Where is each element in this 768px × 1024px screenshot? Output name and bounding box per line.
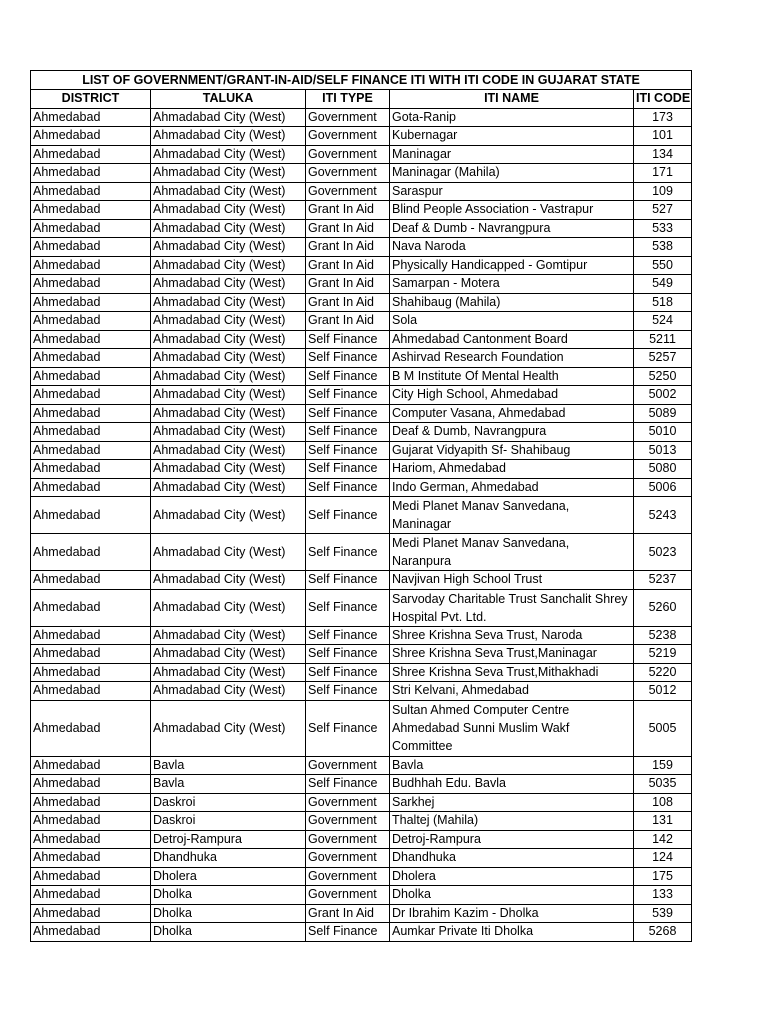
cell-iti-code: 5211	[634, 330, 692, 349]
cell-district: Ahmedabad	[31, 830, 151, 849]
cell-iti-code: 5023	[634, 534, 692, 571]
iti-table	[30, 70, 692, 942]
table-row	[31, 201, 692, 220]
cell-iti-name: Navjivan High School Trust	[390, 571, 634, 590]
cell-iti-type: Self Finance	[306, 534, 390, 571]
cell-iti-type: Self Finance	[306, 700, 390, 756]
cell-iti-type: Government	[306, 849, 390, 868]
cell-iti-type: Grant In Aid	[306, 275, 390, 294]
cell-taluka: Ahmadabad City (West)	[151, 293, 306, 312]
cell-iti-code: 5250	[634, 367, 692, 386]
cell-taluka: Ahmadabad City (West)	[151, 404, 306, 423]
cell-district: Ahmedabad	[31, 497, 151, 534]
cell-iti-type: Self Finance	[306, 923, 390, 942]
cell-taluka: Ahmadabad City (West)	[151, 238, 306, 257]
table-header-row	[31, 90, 692, 109]
header-district: DISTRICT	[31, 90, 151, 109]
cell-iti-type: Government	[306, 793, 390, 812]
cell-taluka: Ahmadabad City (West)	[151, 275, 306, 294]
cell-iti-code: 5219	[634, 645, 692, 664]
cell-iti-type: Grant In Aid	[306, 256, 390, 275]
cell-iti-name: Samarpan - Motera	[390, 275, 634, 294]
cell-taluka: Ahmadabad City (West)	[151, 219, 306, 238]
cell-iti-name: Blind People Association - Vastrapur	[390, 201, 634, 220]
cell-iti-type: Government	[306, 830, 390, 849]
cell-iti-name: Maninagar (Mahila)	[390, 164, 634, 183]
cell-taluka: Dholka	[151, 886, 306, 905]
cell-iti-name: Indo German, Ahmedabad	[390, 478, 634, 497]
cell-district: Ahmedabad	[31, 349, 151, 368]
table-row	[31, 756, 692, 775]
cell-iti-code: 5010	[634, 423, 692, 442]
cell-taluka: Bavla	[151, 756, 306, 775]
cell-iti-type: Government	[306, 867, 390, 886]
cell-iti-code: 5257	[634, 349, 692, 368]
table-row	[31, 349, 692, 368]
cell-taluka: Ahmadabad City (West)	[151, 127, 306, 146]
cell-district: Ahmedabad	[31, 682, 151, 701]
cell-iti-name: Deaf & Dumb, Navrangpura	[390, 423, 634, 442]
cell-district: Ahmedabad	[31, 460, 151, 479]
cell-district: Ahmedabad	[31, 812, 151, 831]
cell-iti-code: 550	[634, 256, 692, 275]
cell-taluka: Ahmadabad City (West)	[151, 108, 306, 127]
cell-iti-code: 171	[634, 164, 692, 183]
cell-iti-type: Grant In Aid	[306, 293, 390, 312]
cell-iti-code: 5260	[634, 589, 692, 626]
cell-iti-name: B M Institute Of Mental Health	[390, 367, 634, 386]
cell-iti-name: Dholka	[390, 886, 634, 905]
cell-iti-name: Gujarat Vidyapith Sf- Shahibaug	[390, 441, 634, 460]
cell-taluka: Ahmadabad City (West)	[151, 478, 306, 497]
table-row	[31, 589, 692, 626]
cell-iti-name: Sarkhej	[390, 793, 634, 812]
cell-iti-type: Self Finance	[306, 386, 390, 405]
cell-iti-type: Self Finance	[306, 626, 390, 645]
cell-iti-name: Ahmedabad Cantonment Board	[390, 330, 634, 349]
cell-district: Ahmedabad	[31, 626, 151, 645]
cell-iti-type: Grant In Aid	[306, 312, 390, 331]
cell-iti-code: 5006	[634, 478, 692, 497]
cell-iti-name: Nava Naroda	[390, 238, 634, 257]
cell-taluka: Ahmadabad City (West)	[151, 497, 306, 534]
cell-iti-name: Shahibaug (Mahila)	[390, 293, 634, 312]
cell-iti-type: Self Finance	[306, 645, 390, 664]
table-row	[31, 682, 692, 701]
cell-iti-type: Self Finance	[306, 330, 390, 349]
cell-district: Ahmedabad	[31, 441, 151, 460]
cell-taluka: Ahmadabad City (West)	[151, 663, 306, 682]
cell-iti-name: Medi Planet Manav Sanvedana, Naranpura	[390, 534, 634, 571]
cell-iti-name: Sola	[390, 312, 634, 331]
cell-iti-code: 538	[634, 238, 692, 257]
cell-iti-code: 5089	[634, 404, 692, 423]
cell-district: Ahmedabad	[31, 404, 151, 423]
table-row	[31, 886, 692, 905]
cell-iti-code: 5012	[634, 682, 692, 701]
cell-taluka: Ahmadabad City (West)	[151, 312, 306, 331]
table-row	[31, 404, 692, 423]
header-iti-name: ITI NAME	[390, 90, 634, 109]
table-row	[31, 330, 692, 349]
cell-district: Ahmedabad	[31, 645, 151, 664]
cell-iti-name: Dhandhuka	[390, 849, 634, 868]
table-title-row	[31, 71, 692, 90]
cell-district: Ahmedabad	[31, 182, 151, 201]
cell-iti-type: Self Finance	[306, 682, 390, 701]
cell-taluka: Ahmadabad City (West)	[151, 145, 306, 164]
cell-district: Ahmedabad	[31, 238, 151, 257]
cell-iti-type: Self Finance	[306, 404, 390, 423]
cell-district: Ahmedabad	[31, 589, 151, 626]
cell-taluka: Ahmadabad City (West)	[151, 571, 306, 590]
table-row	[31, 145, 692, 164]
cell-iti-code: 124	[634, 849, 692, 868]
cell-taluka: Ahmadabad City (West)	[151, 460, 306, 479]
table-row	[31, 238, 692, 257]
table-row	[31, 312, 692, 331]
cell-taluka: Ahmadabad City (West)	[151, 534, 306, 571]
cell-iti-type: Self Finance	[306, 423, 390, 442]
cell-taluka: Ahmadabad City (West)	[151, 700, 306, 756]
cell-district: Ahmedabad	[31, 386, 151, 405]
cell-iti-code: 5238	[634, 626, 692, 645]
cell-iti-name: Dholera	[390, 867, 634, 886]
table-row	[31, 275, 692, 294]
cell-district: Ahmedabad	[31, 867, 151, 886]
cell-iti-type: Government	[306, 145, 390, 164]
cell-iti-type: Grant In Aid	[306, 238, 390, 257]
cell-district: Ahmedabad	[31, 775, 151, 794]
cell-iti-name: Budhhah Edu. Bavla	[390, 775, 634, 794]
cell-iti-code: 134	[634, 145, 692, 164]
cell-iti-code: 524	[634, 312, 692, 331]
table-row	[31, 460, 692, 479]
table-row	[31, 441, 692, 460]
cell-taluka: Dholka	[151, 904, 306, 923]
cell-iti-type: Government	[306, 812, 390, 831]
cell-taluka: Ahmadabad City (West)	[151, 441, 306, 460]
cell-district: Ahmedabad	[31, 219, 151, 238]
cell-iti-name: City High School, Ahmedabad	[390, 386, 634, 405]
cell-taluka: Detroj-Rampura	[151, 830, 306, 849]
cell-iti-name: Stri Kelvani, Ahmedabad	[390, 682, 634, 701]
cell-iti-code: 5220	[634, 663, 692, 682]
cell-iti-code: 518	[634, 293, 692, 312]
cell-iti-code: 533	[634, 219, 692, 238]
cell-iti-name: Thaltej (Mahila)	[390, 812, 634, 831]
cell-district: Ahmedabad	[31, 571, 151, 590]
cell-district: Ahmedabad	[31, 793, 151, 812]
cell-iti-type: Government	[306, 127, 390, 146]
cell-taluka: Dholera	[151, 867, 306, 886]
cell-taluka: Daskroi	[151, 793, 306, 812]
cell-taluka: Ahmadabad City (West)	[151, 682, 306, 701]
cell-iti-type: Self Finance	[306, 349, 390, 368]
cell-iti-name: Dr Ibrahim Kazim - Dholka	[390, 904, 634, 923]
cell-taluka: Ahmadabad City (West)	[151, 386, 306, 405]
cell-iti-name: Sarvoday Charitable Trust Sanchalit Shrey Hospital Pvt. Ltd.	[390, 589, 634, 626]
header-iti-code: ITI CODE	[634, 90, 692, 109]
cell-district: Ahmedabad	[31, 293, 151, 312]
cell-iti-code: 109	[634, 182, 692, 201]
table-title: LIST OF GOVERNMENT/GRANT-IN-AID/SELF FINANCE ITI WITH ITI CODE IN GUJARAT STATE	[31, 71, 692, 90]
header-iti-type: ITI TYPE	[306, 90, 390, 109]
cell-taluka: Ahmadabad City (West)	[151, 330, 306, 349]
cell-taluka: Ahmadabad City (West)	[151, 626, 306, 645]
cell-district: Ahmedabad	[31, 108, 151, 127]
cell-iti-type: Self Finance	[306, 367, 390, 386]
cell-iti-code: 5005	[634, 700, 692, 756]
cell-district: Ahmedabad	[31, 534, 151, 571]
cell-iti-type: Self Finance	[306, 478, 390, 497]
cell-iti-type: Grant In Aid	[306, 201, 390, 220]
cell-iti-type: Self Finance	[306, 441, 390, 460]
cell-iti-name: Detroj-Rampura	[390, 830, 634, 849]
cell-iti-code: 142	[634, 830, 692, 849]
table-row	[31, 423, 692, 442]
cell-iti-code: 108	[634, 793, 692, 812]
cell-iti-code: 549	[634, 275, 692, 294]
cell-iti-code: 133	[634, 886, 692, 905]
cell-taluka: Ahmadabad City (West)	[151, 349, 306, 368]
cell-iti-type: Grant In Aid	[306, 219, 390, 238]
cell-district: Ahmedabad	[31, 886, 151, 905]
table-row	[31, 127, 692, 146]
cell-district: Ahmedabad	[31, 478, 151, 497]
cell-district: Ahmedabad	[31, 700, 151, 756]
cell-district: Ahmedabad	[31, 367, 151, 386]
cell-iti-name: Gota-Ranip	[390, 108, 634, 127]
cell-iti-code: 527	[634, 201, 692, 220]
cell-iti-name: Medi Planet Manav Sanvedana, Maninagar	[390, 497, 634, 534]
cell-district: Ahmedabad	[31, 423, 151, 442]
table-row	[31, 293, 692, 312]
table-row	[31, 867, 692, 886]
cell-taluka: Ahmadabad City (West)	[151, 645, 306, 664]
table-row	[31, 534, 692, 571]
cell-iti-type: Self Finance	[306, 497, 390, 534]
table-row	[31, 626, 692, 645]
table-row	[31, 219, 692, 238]
cell-iti-name: Hariom, Ahmedabad	[390, 460, 634, 479]
cell-iti-name: Shree Krishna Seva Trust,Mithakhadi	[390, 663, 634, 682]
cell-iti-code: 5035	[634, 775, 692, 794]
cell-iti-type: Government	[306, 886, 390, 905]
table-row	[31, 645, 692, 664]
cell-iti-type: Government	[306, 108, 390, 127]
cell-iti-code: 5237	[634, 571, 692, 590]
cell-iti-type: Government	[306, 182, 390, 201]
cell-district: Ahmedabad	[31, 904, 151, 923]
cell-iti-name: Saraspur	[390, 182, 634, 201]
table-row	[31, 164, 692, 183]
table-row	[31, 923, 692, 942]
table-row	[31, 700, 692, 756]
cell-taluka: Ahmadabad City (West)	[151, 589, 306, 626]
table-row	[31, 904, 692, 923]
cell-taluka: Ahmadabad City (West)	[151, 182, 306, 201]
table-row	[31, 812, 692, 831]
cell-district: Ahmedabad	[31, 849, 151, 868]
cell-taluka: Ahmadabad City (West)	[151, 201, 306, 220]
cell-iti-name: Bavla	[390, 756, 634, 775]
cell-iti-code: 5268	[634, 923, 692, 942]
cell-iti-code: 131	[634, 812, 692, 831]
cell-iti-name: Physically Handicapped - Gomtipur	[390, 256, 634, 275]
cell-iti-code: 5243	[634, 497, 692, 534]
table-row	[31, 182, 692, 201]
cell-iti-type: Self Finance	[306, 571, 390, 590]
cell-iti-type: Government	[306, 756, 390, 775]
header-taluka: TALUKA	[151, 90, 306, 109]
cell-iti-type: Grant In Aid	[306, 904, 390, 923]
table-row	[31, 478, 692, 497]
cell-district: Ahmedabad	[31, 663, 151, 682]
cell-iti-name: Sultan Ahmed Computer Centre Ahmedabad Sunni Muslim Wakf Committee	[390, 700, 634, 756]
table-row	[31, 367, 692, 386]
cell-taluka: Ahmadabad City (West)	[151, 164, 306, 183]
table-row	[31, 775, 692, 794]
table-row	[31, 793, 692, 812]
cell-district: Ahmedabad	[31, 256, 151, 275]
table-row	[31, 830, 692, 849]
cell-iti-name: Computer Vasana, Ahmedabad	[390, 404, 634, 423]
cell-taluka: Dhandhuka	[151, 849, 306, 868]
cell-iti-type: Government	[306, 164, 390, 183]
cell-taluka: Ahmadabad City (West)	[151, 423, 306, 442]
cell-iti-code: 539	[634, 904, 692, 923]
table-row	[31, 108, 692, 127]
cell-district: Ahmedabad	[31, 201, 151, 220]
cell-iti-type: Self Finance	[306, 460, 390, 479]
iti-list-sheet	[30, 70, 691, 942]
cell-district: Ahmedabad	[31, 312, 151, 331]
cell-iti-name: Aumkar Private Iti Dholka	[390, 923, 634, 942]
cell-district: Ahmedabad	[31, 145, 151, 164]
table-row	[31, 663, 692, 682]
cell-district: Ahmedabad	[31, 164, 151, 183]
cell-district: Ahmedabad	[31, 275, 151, 294]
cell-district: Ahmedabad	[31, 127, 151, 146]
cell-taluka: Bavla	[151, 775, 306, 794]
table-row	[31, 256, 692, 275]
cell-iti-code: 5002	[634, 386, 692, 405]
table-row	[31, 386, 692, 405]
table-row	[31, 571, 692, 590]
cell-iti-code: 5080	[634, 460, 692, 479]
cell-iti-name: Ashirvad Research Foundation	[390, 349, 634, 368]
cell-district: Ahmedabad	[31, 330, 151, 349]
cell-district: Ahmedabad	[31, 756, 151, 775]
cell-taluka: Daskroi	[151, 812, 306, 831]
cell-iti-code: 175	[634, 867, 692, 886]
cell-iti-name: Shree Krishna Seva Trust,Maninagar	[390, 645, 634, 664]
cell-taluka: Dholka	[151, 923, 306, 942]
cell-iti-code: 173	[634, 108, 692, 127]
cell-iti-name: Kubernagar	[390, 127, 634, 146]
cell-taluka: Ahmadabad City (West)	[151, 367, 306, 386]
cell-iti-code: 5013	[634, 441, 692, 460]
cell-iti-type: Self Finance	[306, 663, 390, 682]
cell-iti-code: 159	[634, 756, 692, 775]
cell-iti-type: Self Finance	[306, 589, 390, 626]
cell-iti-name: Maninagar	[390, 145, 634, 164]
cell-taluka: Ahmadabad City (West)	[151, 256, 306, 275]
cell-iti-code: 101	[634, 127, 692, 146]
cell-iti-name: Deaf & Dumb - Navrangpura	[390, 219, 634, 238]
table-row	[31, 497, 692, 534]
cell-district: Ahmedabad	[31, 923, 151, 942]
cell-iti-name: Shree Krishna Seva Trust, Naroda	[390, 626, 634, 645]
table-row	[31, 849, 692, 868]
cell-iti-type: Self Finance	[306, 775, 390, 794]
